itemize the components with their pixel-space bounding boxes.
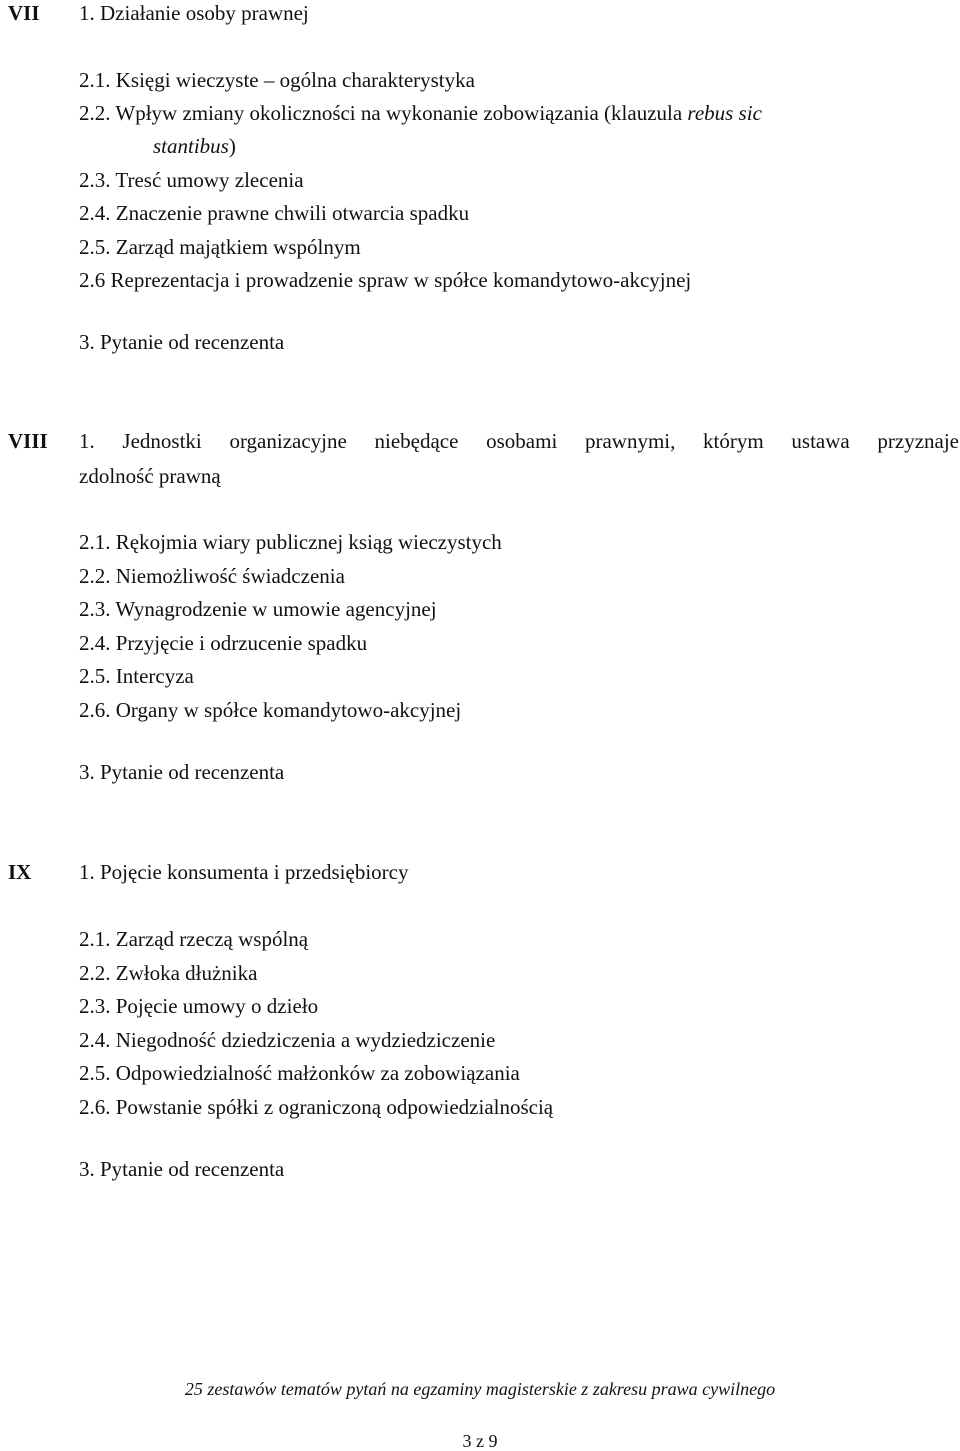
question-2-3: 2.3. Wynagrodzenie w umowie agencyjnej [79,597,437,621]
question-2-2: 2.2. Zwłoka dłużnika [79,961,258,985]
question-1-line-2: zdolność prawną [79,464,221,488]
question-2-6: 2.6 Reprezentacja i prowadzenie spraw w spółce komandytowo-akcyjnej [79,268,692,292]
question-2-1: 2.1. Rękojmia wiary publicznej ksiąg wieczystych [79,530,502,554]
question-1: 1. Działanie osoby prawnej [79,1,309,25]
page-footer: 25 zestawów tematów pytań na egzaminy magisterskie z zakresu prawa cywilnego [184,1379,776,1399]
question-1: 1. Pojęcie konsumenta i przedsiębiorcy [79,860,409,884]
page-number: 3 z 9 [462,1431,498,1451]
section-roman-numeral: VIII [8,429,48,453]
section-roman-numeral: IX [8,860,32,884]
question-2-5: 2.5. Intercyza [79,664,194,688]
question-2-5: 2.5. Zarząd majątkiem wspólnym [79,235,361,259]
question-2-4: 2.4. Niegodność dziedziczenia a wydziedziczenie [79,1028,496,1052]
question-2-3: 2.3. Pojęcie umowy o dzieło [79,994,319,1018]
question-2-6: 2.6. Powstanie spółki z ograniczoną odpowiedzialnością [79,1095,554,1119]
question-2-4: 2.4. Znaczenie prawne chwili otwarcia spadku [79,201,470,225]
question-2-2-text: 2.2. Wpływ zmiany okoliczności na wykonanie zobowiązania (klauzula [79,101,683,125]
question-2-1: 2.1. Zarząd rzeczą wspólną [79,927,309,951]
question-1-line-1: 1. Jednostki organizacyjne niebędące osobami prawnymi, którym ustawa przyznaje [79,429,959,453]
question-2-5: 2.5. Odpowiedzialność małżonków za zobowiązania [79,1061,520,1085]
question-2-6: 2.6. Organy w spółce komandytowo-akcyjnej [79,698,462,722]
question-2-3: 2.3. Tresć umowy zlecenia [79,168,304,192]
question-3: 3. Pytanie od recenzenta [79,330,285,354]
question-2-2 [79,103,762,124]
question-2-2-continuation [153,136,236,157]
question-2-2: 2.2. Niemożliwość świadczenia [79,564,345,588]
question-2-2-italic: rebus sic [687,101,762,125]
question-2-2-cont-italic: stantibus [153,134,229,158]
section-roman-numeral: VII [8,1,40,25]
question-2-2-cont-tail: ) [228,134,236,158]
question-2-4: 2.4. Przyjęcie i odrzucenie spadku [79,631,368,655]
question-3: 3. Pytanie od recenzenta [79,1157,285,1181]
question-2-1: 2.1. Księgi wieczyste – ogólna charakterystyka [79,68,475,92]
question-3: 3. Pytanie od recenzenta [79,760,285,784]
